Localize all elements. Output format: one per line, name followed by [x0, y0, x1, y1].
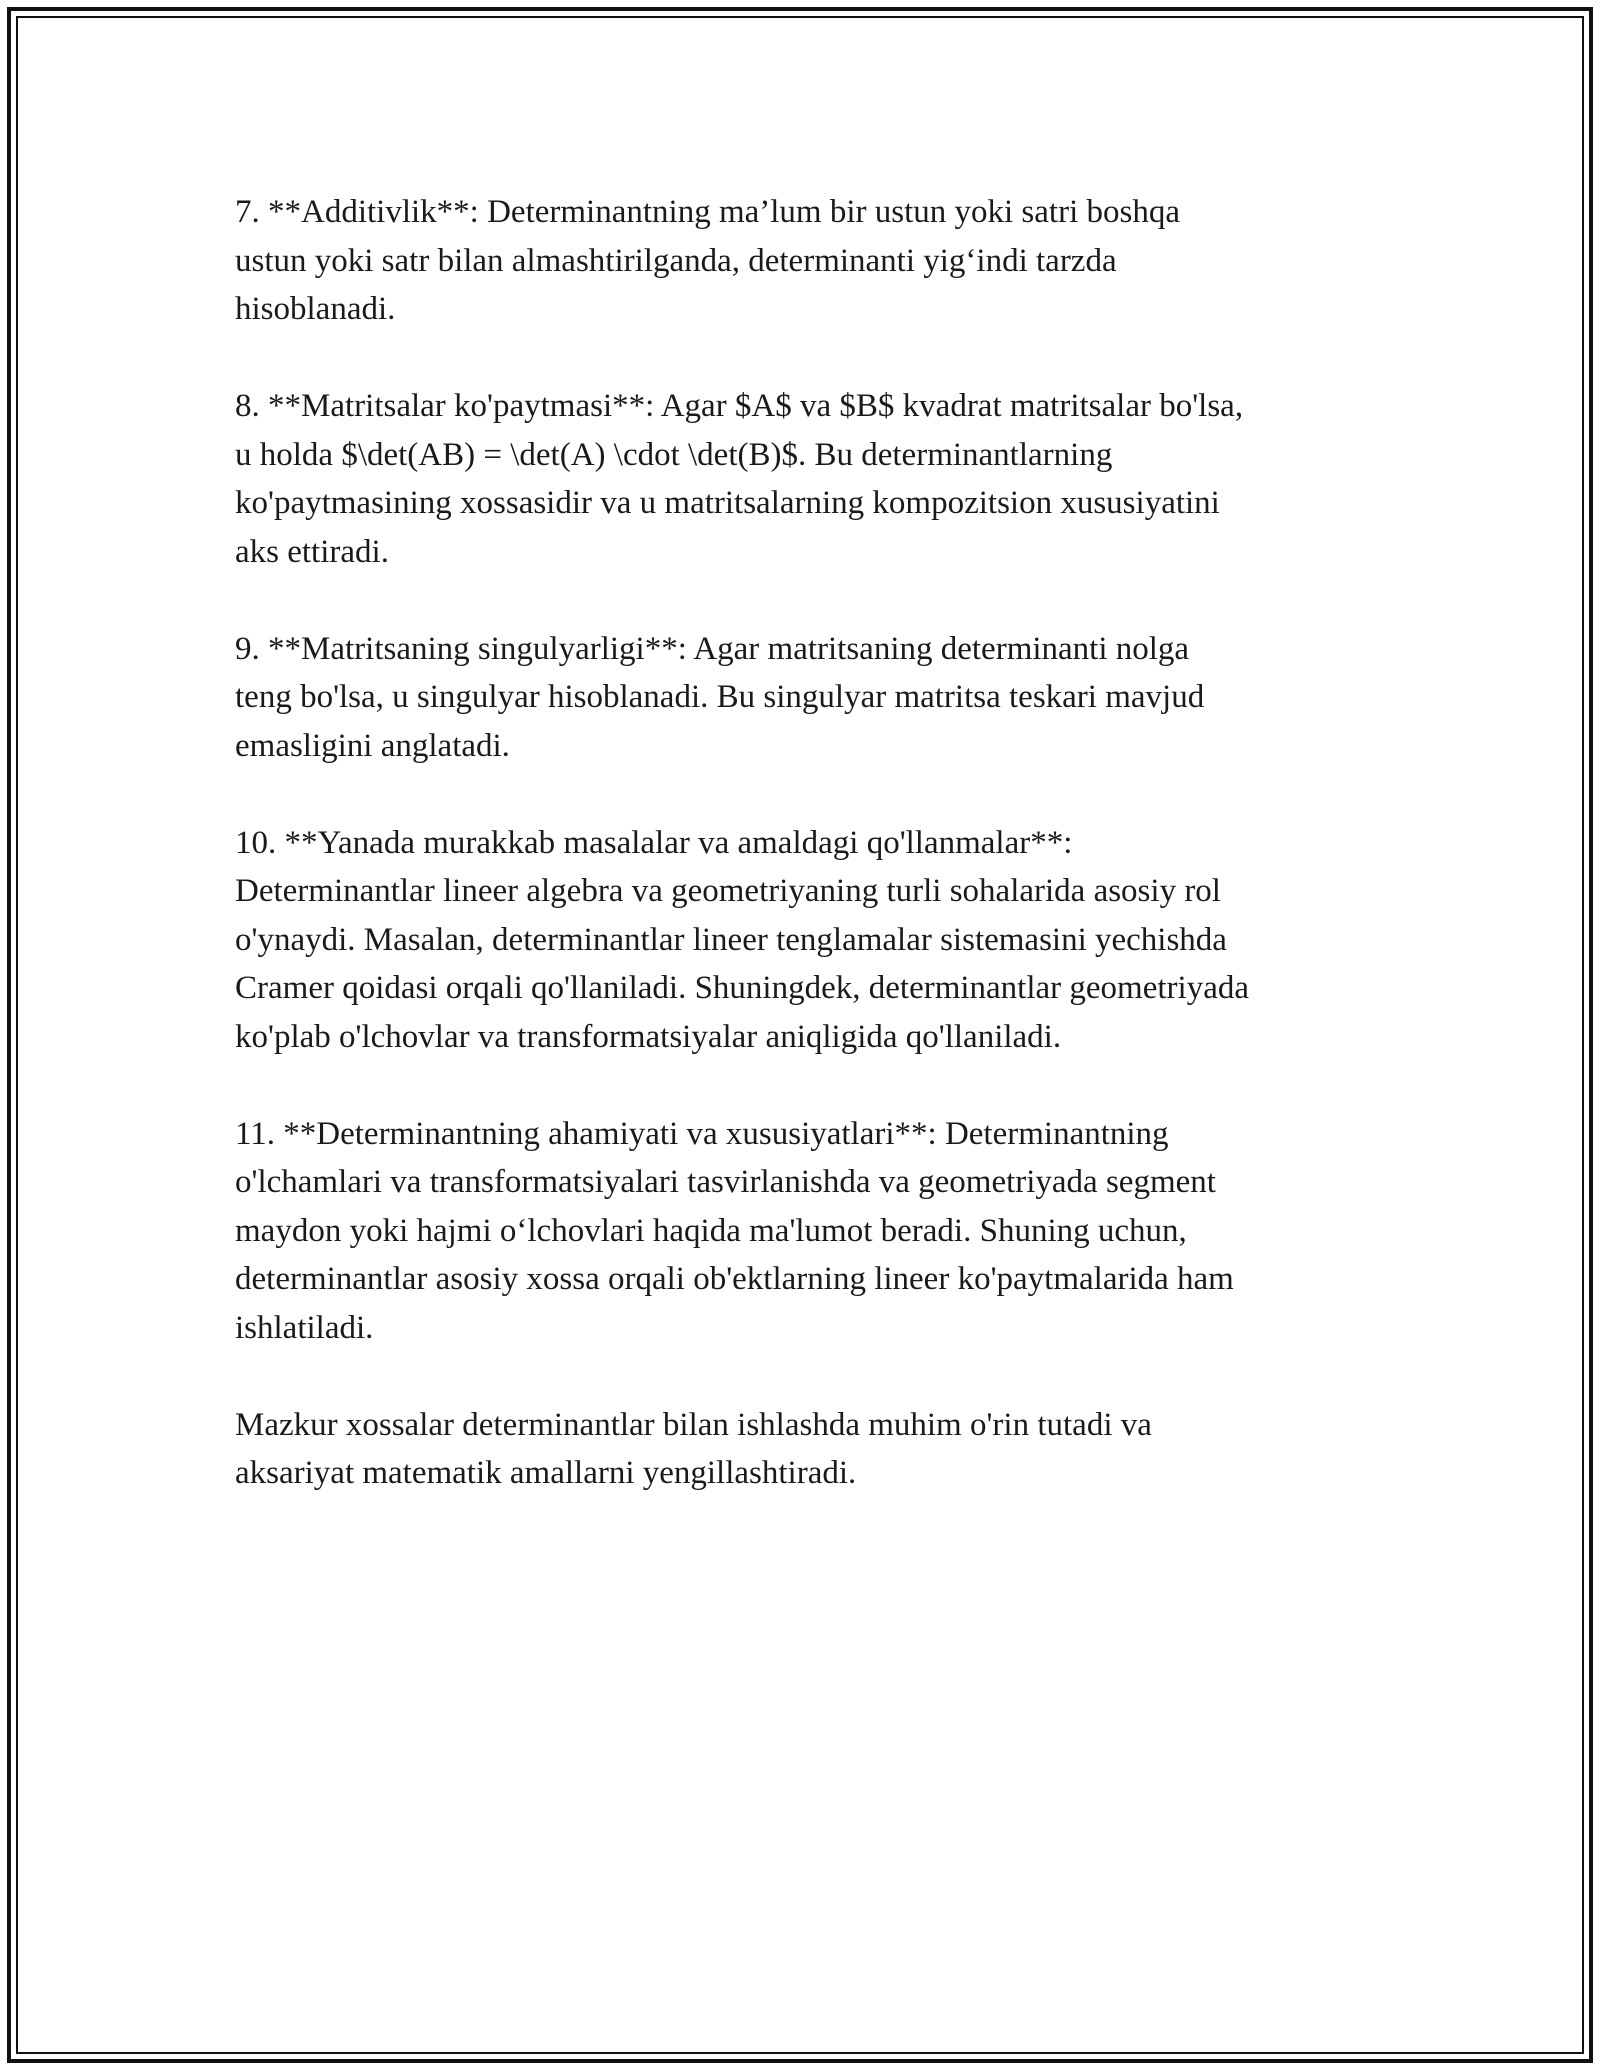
text-line: 9. **Matritsaning singulyarligi**: Agar matritsaning determinanti nolga — [235, 630, 1190, 667]
text-line: aks ettiradi. — [235, 533, 389, 570]
text-line: 10. **Yanada murakkab masalalar va amaldagi qo'llanmalar**: — [235, 824, 1073, 861]
text-line: Cramer qoidasi orqali qo'llaniladi. Shuningdek, determinantlar geometriyada — [235, 970, 1249, 1006]
text-line: hisoblanadi. — [235, 291, 396, 327]
text-line: maydon yoki hajmi o‘lchovlari haqida ma'lumot beradi. Shuning uchun, — [235, 1212, 1187, 1249]
text-line: ustun yoki satr bilan almashtirilganda, determinanti yig‘indi tarzda — [235, 242, 1117, 279]
text-line: ko'plab o'lchovlar va transformatsiyalar aniqligida qo'llaniladi. — [235, 1018, 1062, 1055]
paragraph-importance — [235, 1110, 1370, 1353]
text-line: Determinantlar lineer algebra va geometriyaning turli sohalarida asosiy rol — [235, 873, 1221, 909]
paragraph-applications — [235, 819, 1370, 1062]
text-line: 8. **Matritsalar ko'paytmasi**: Agar $A$ va $B$ kvadrat matritsalar bo'lsa, — [235, 388, 1244, 424]
text-line: o'ynaydi. Masalan, determinantlar lineer tenglamalar sistemasini yechishda — [235, 921, 1227, 958]
paragraph-conclusion — [235, 1401, 1370, 1498]
text-line: ishlatiladi. — [235, 1309, 374, 1346]
text-line: o'lchamlari va transformatsiyalari tasvirlanishda va geometriyada segment — [235, 1164, 1216, 1200]
text-line: 11. **Determinantning ahamiyati va xususiyatlari**: Determinantning — [235, 1115, 1169, 1152]
text-line: emasligini anglatadi. — [235, 727, 510, 764]
paragraph-matrix-product — [235, 382, 1370, 576]
text-line: Mazkur xossalar determinantlar bilan ishlashda muhim o'rin tutadi va — [235, 1406, 1152, 1443]
paragraph-additivity — [235, 188, 1370, 334]
text-line: teng bo'lsa, u singulyar hisoblanadi. Bu singulyar matritsa teskari mavjud — [235, 679, 1205, 715]
text-line: aksariyat matematik amallarni yengillashtiradi. — [235, 1455, 857, 1491]
text-line: u holda $\det(AB) = \det(A) \cdot \det(B)$. Bu determinantlarning — [235, 436, 1113, 473]
paragraph-singularity — [235, 625, 1370, 771]
text-line: 7. **Additivlik**: Determinantning ma’lum bir ustun yoki satri boshqa — [235, 194, 1180, 230]
text-line: determinantlar asosiy xossa orqali ob'ektlarning lineer ko'paytmalarida ham — [235, 1261, 1234, 1297]
document-body — [235, 188, 1370, 1546]
text-line: ko'paytmasining xossasidir va u matritsalarning kompozitsion xususiyatini — [235, 485, 1220, 521]
